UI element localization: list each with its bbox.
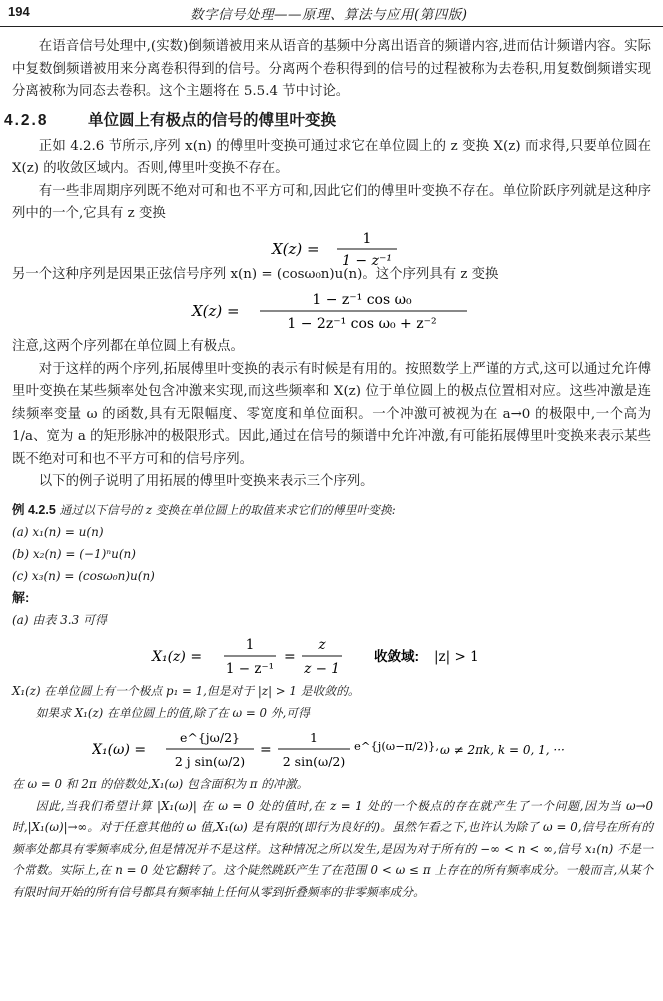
eq4-den2: 2 sin(ω/2) [282,754,345,769]
equation-2-svg [182,288,482,334]
section-heading [0,108,663,134]
eq1-lhs: X(z) = [271,239,320,258]
eq2-lhs: X(z) = [191,302,240,320]
page-header [0,0,663,27]
solution-note-4: 因此,当我们希望计算 |X₁(ω)| 在 ω = 0 处的值时,在 z = 1 处的一个极点的存在就产生了一个问题,因为当 ω→0 时,|X₁(ω)|→∞。对于任意其他的 ω 值,X₁(ω) 是有限的(即行为良好的)。虽然乍看之下,也许认为除了 ω = 0,信号在所有的频率处都具有零频率成分,但是情况并不是这样。这种情况之所以发生,是因为对于所有的 −∞ < n < ∞,信号 x₁(n) 不是一个常数。实际上,在 n = 0 处它翻转了。这个陡然跳跃产生了在范围 0 < ω ≤ π 上存在的所有频率成分。一般而言,从某个有限时间开始的所有信号都具有频率轴上任何从零到折叠频率的非零频率成分。 [12,798,653,899]
example-text: 通过以下信号的 z 变换在单位圆上的取值来求它们的傅里叶变换: [59,502,396,517]
solution-note-1: X₁(z) 在单位圆上有一个极点 p₁ = 1,但是对于 |z| > 1 是收敛的。 [12,684,360,698]
eq4-exp: e^{j(ω−π/2)}, [353,739,439,753]
eq3-den1: 1 − z⁻¹ [225,661,274,677]
paragraph-3: 另一个这种序列是因果正弦信号序列 x(n) = (cosω₀n)u(n)。这个序列具有 z 变换 [12,266,499,282]
eq3-num2: z [317,637,326,653]
equation-3 [0,633,663,679]
eq4-den1: 2 j sin(ω/2) [174,754,245,769]
equation-4-svg [92,726,572,772]
eq1-den: 1 − z⁻¹ [341,252,392,268]
solution-note-2: 如果求 X₁(z) 在单位圆上的值,除了在 ω = 0 外,可得 [35,705,310,720]
running-title: 数字信号处理——原理、算法与应用(第四版) [190,7,468,23]
eq2-num: 1 − z⁻¹ cos ω₀ [311,292,412,308]
paragraph-4: 注意,这两个序列都在单位圆上有极点。 [12,339,244,354]
example-item-c: (c) x₃(n) = (cosω₀n)u(n) [12,569,155,583]
eq4-equals: = [259,742,272,758]
section-number: 4.2.8 [4,111,49,129]
example-label: 例 4.2.5 [12,502,56,517]
solution-note-3: 在 ω = 0 和 2π 的倍数处,X₁(ω) 包含面积为 π 的冲激。 [12,777,309,791]
equation-3-svg [142,633,522,679]
eq1-num: 1 [362,230,371,247]
intro-paragraph: 在语音信号处理中,(实数)倒频谱被用来从语音的基频中分离出语音的频谱内容,进而估计频谱内容。实际中复数倒频谱被用来分离卷积得到的信号。分离两个卷积得到的信号的过程被称为去卷积,用复数倒频谱实现分离被称为同态去卷积。这个主题将在 5.5.4 节中讨论。 [12,39,651,99]
eq4-cond: ω ≠ 2πk, k = 0, 1, ··· [439,743,565,757]
example-statement [0,500,663,522]
eq3-num1: 1 [245,637,254,653]
paragraph-2: 有一些非周期序列既不绝对可和也不平方可和,因此它们的傅里叶变换不存在。单位阶跃序列就是这种序列中的一个,它具有 z 变换 [12,183,651,221]
page-number: 194 [8,4,30,19]
eq3-lhs: X₁(z) = [151,649,202,665]
example-item-b: (b) x₂(n) = (−1)ⁿu(n) [12,547,136,561]
paragraph-1: 正如 4.2.6 节所示,序列 x(n) 的傅里叶变换可通过求它在单位圆上的 z 变换 X(z) 而求得,只要单位圆在 X(z) 的收敛区域内。否则,傅里叶变换不存在。 [12,138,651,176]
eq3-den2: z − 1 [303,661,340,677]
example-item-a: (a) x₁(n) = u(n) [12,525,104,539]
equation-1 [0,228,663,268]
eq4-lhs: X₁(ω) = [91,742,146,758]
equation-2 [0,288,663,334]
page-body [0,36,663,903]
eq2-den: 1 − 2z⁻¹ cos ω₀ + z⁻² [286,316,437,332]
paragraph-5: 对于这样的两个序列,拓展傅里叶变换的表示有时候是有用的。按照数学上严谨的方式,这可以通过允许傅里叶变换在某些频率处包含冲激来实现,而这些频率和 X(z) 位于单位圆上的极点位置相对应。这些冲激是连续频率变量 ω 的函数,具有无限幅度、零宽度和单位面积。一个冲激可被视为在 a→0 的极限中,一个高为 1/a、宽为 a 的矩形脉冲的极限形式。因此,通过在信号的频谱中允许冲激,有可能拓展傅里叶变换来表示某些既不绝对可和也不平方可和的信号序列。 [12,361,651,467]
eq3-roc-label: 收敛域: [373,649,419,664]
eq4-num1: e^{jω/2} [179,730,240,745]
equation-1-svg [232,228,432,268]
solution-line-a: (a) 由表 3.3 可得 [12,613,108,627]
solution-label: 解: [12,590,30,605]
eq4-num2: 1 [309,730,318,745]
section-title: 单位圆上有极点的信号的傅里叶变换 [88,111,337,129]
eq3-equals: = [283,649,296,665]
equation-4 [0,726,663,772]
eq3-roc: |z| > 1 [433,649,479,665]
paragraph-6: 以下的例子说明了用拓展的傅里叶变换来表示三个序列。 [38,474,374,489]
